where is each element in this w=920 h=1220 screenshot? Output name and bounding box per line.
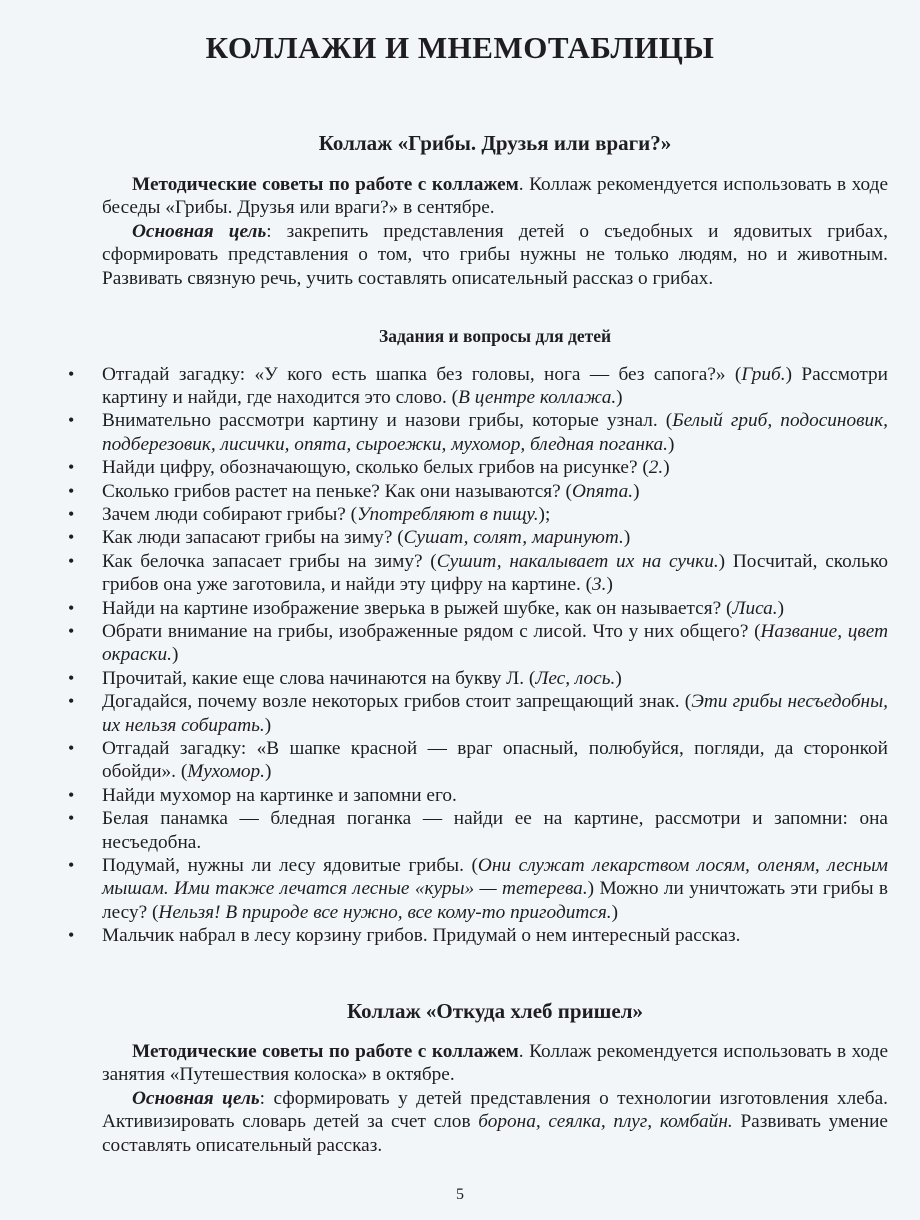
bullet-icon: •	[68, 363, 75, 384]
text-run: Основная цель	[132, 220, 267, 242]
text-run: ) Рассмотри картину и найди, где находится это слово. (	[102, 363, 888, 408]
tasks-heading: Задания и вопросы для детей	[378, 326, 612, 346]
bullet-icon: •	[68, 597, 75, 618]
task-item	[68, 526, 888, 549]
bullet-icon: •	[68, 503, 75, 524]
text-run: Как белочка запасает грибы на зиму? (	[102, 550, 437, 572]
task-item	[68, 456, 888, 479]
bullet-icon: •	[68, 410, 75, 431]
text-run: Отгадай загадку: «В шапке красной — враг опасный, полюбуйся, погляди, да сторонкой обойди». (	[102, 738, 888, 783]
text-run: )	[264, 714, 272, 736]
text-run: Сушит, накалывает их на сучки.	[436, 550, 719, 572]
task-item	[68, 597, 888, 620]
bullet-icon: •	[68, 925, 75, 946]
text-run: )	[611, 901, 619, 923]
text-run: )	[171, 644, 179, 666]
text-run: Гриб.	[741, 363, 786, 385]
text-run: Мухомор.	[187, 761, 266, 783]
text-run: Лиса.	[732, 597, 778, 619]
bullet-icon: •	[68, 620, 75, 641]
bullet-icon: •	[68, 527, 75, 548]
section-griby	[68, 131, 888, 948]
text-run: Прочитай, какие еще слова начинаются на букву Л. (	[102, 667, 536, 689]
text-run: : сформировать у детей представления о технологии изготовления хлеба. Активизировать словарь детей за счет слов	[102, 1087, 888, 1132]
text-run: Отгадай загадку: «У кого есть шапка без головы, нога — без сапога?» (	[102, 363, 742, 385]
text-run: Методические советы по работе с коллажем	[132, 1040, 519, 1062]
task-item	[68, 737, 888, 784]
text-run: Внимательно рассмотри картину и назови грибы, которые узнал. (	[102, 410, 673, 432]
bullet-icon: •	[68, 691, 75, 712]
text-run: . Коллаж рекомендуется использовать в ходе беседы «Грибы. Друзья или враги?» в сентябре.	[102, 173, 888, 218]
text-run: борона, сеялка, плуг, комбайн.	[478, 1111, 733, 1132]
bullet-icon: •	[68, 808, 75, 829]
text-run: Найди на картине изображение зверька в рыжей шубке, как он называется? (	[102, 597, 733, 619]
text-run: . Коллаж рекомендуется использовать в ходе занятия «Путешествия колоска» в октябре.	[102, 1040, 888, 1085]
text-run: )	[663, 457, 670, 479]
task-item	[68, 409, 888, 456]
text-run: Они служат лекарством лосям, оленям, лесным мышам. Ими также лечатся лесные «куры» — тетерева.	[102, 855, 888, 900]
text-run: Эти грибы несъедобны, их нельзя собирать.	[102, 691, 888, 736]
task-item	[68, 550, 888, 597]
text-run: Мальчик набрал в лесу корзину грибов. Придумай о нем интересный рассказ.	[102, 925, 741, 947]
text-run: Догадайся, почему возле некоторых грибов стоит запрещающий знак. (	[102, 691, 692, 713]
bullet-icon: •	[68, 550, 75, 571]
text-run: Найди цифру, обозначающую, сколько белых грибов на рисунке? (	[102, 457, 649, 479]
text-run: Найди мухомор на картинке и запомни его.	[102, 784, 457, 806]
section-heading: Коллаж «Грибы. Друзья или враги?»	[318, 131, 672, 155]
text-run: Как люди запасают грибы на зиму? (	[102, 527, 404, 549]
bullet-icon: •	[68, 480, 75, 501]
text-run: Методические советы по работе с коллажем	[132, 173, 519, 195]
text-run: Сколько грибов растет на пеньке? Как они называются? (	[102, 480, 572, 502]
task-item	[68, 363, 888, 410]
text-run: Опята.	[571, 480, 634, 502]
text-run: 2.	[648, 457, 664, 479]
tasks-list	[68, 363, 888, 948]
text-run: );	[538, 503, 551, 525]
text-run: Обрати внимание на грибы, изображенные рядом с лисой. Что у них общего? (	[102, 620, 761, 642]
task-item	[68, 690, 888, 737]
text-run: Подумай, нужны ли лесу ядовитые грибы. (	[102, 855, 478, 877]
text-run: Белая панамка — бледная поганка — найди ее на картине, рассмотри и запомни: она несъедобна.	[102, 808, 888, 853]
task-item	[68, 667, 888, 690]
text-run: )	[265, 761, 272, 783]
paragraph	[102, 1040, 888, 1087]
text-run: Развивать умение составлять описательный рассказ.	[102, 1111, 888, 1156]
section-paragraphs	[102, 1040, 888, 1158]
text-run: Зачем люди собирают грибы? (	[102, 503, 358, 525]
bullet-icon: •	[68, 784, 75, 805]
task-item	[68, 620, 888, 667]
bullet-icon: •	[68, 667, 75, 688]
text-run: 3.	[592, 574, 607, 596]
text-run: ) Можно ли уничтожать эти грибы в лесу? (	[102, 878, 888, 923]
paragraph	[102, 1087, 888, 1158]
text-run: Нельзя! В природе все нужно, все кому-то пригодится.	[158, 901, 612, 923]
task-item	[68, 924, 888, 947]
text-run: ) Посчитай, сколько грибов она уже заготовила, и найди эту цифру на картине. (	[102, 550, 888, 596]
paragraph	[102, 173, 888, 220]
text-run: Сушат, солят, маринуют.	[403, 527, 624, 549]
bullet-icon: •	[68, 738, 75, 758]
text-run: )	[623, 527, 631, 549]
task-item	[68, 480, 888, 503]
text-run: Белый гриб, подосиновик, подберезовик, лисички, опята, сыроежки, мухомор, бледная поганка.	[102, 410, 888, 455]
text-run: )	[606, 574, 613, 596]
text-run: : закрепить представления детей о съедобных и ядовитых грибах, сформировать представления о том, что грибы нужны не только людям, но и животным. Развивать связную речь, учить составлять описательный рассказ о грибах.	[102, 220, 888, 289]
text-run: Название, цвет окраски.	[102, 620, 888, 666]
text-run: Основная цель	[132, 1087, 260, 1109]
section-paragraphs	[102, 173, 888, 291]
task-item	[68, 807, 888, 854]
text-run: )	[777, 597, 785, 619]
text-run: )	[667, 433, 675, 455]
task-item	[68, 503, 888, 526]
text-run: Лес, лось.	[535, 667, 616, 689]
task-item	[68, 854, 888, 924]
section-heading: Коллаж «Откуда хлеб пришел»	[346, 999, 643, 1023]
text-run: В центре коллажа.	[458, 386, 617, 408]
task-item	[68, 784, 888, 807]
bullet-icon: •	[68, 855, 75, 876]
section-khleb	[102, 1000, 888, 1157]
page-title: КОЛЛАЖИ И МНЕМОТАБЛИЦЫ	[205, 30, 715, 65]
text-run: Употребляют в пищу.	[357, 503, 539, 525]
text-run: )	[616, 386, 623, 408]
text-run: )	[615, 667, 622, 689]
paragraph	[102, 220, 888, 291]
bullet-icon: •	[68, 457, 75, 478]
text-run: )	[633, 480, 640, 502]
page-number: 5	[456, 1186, 464, 1203]
